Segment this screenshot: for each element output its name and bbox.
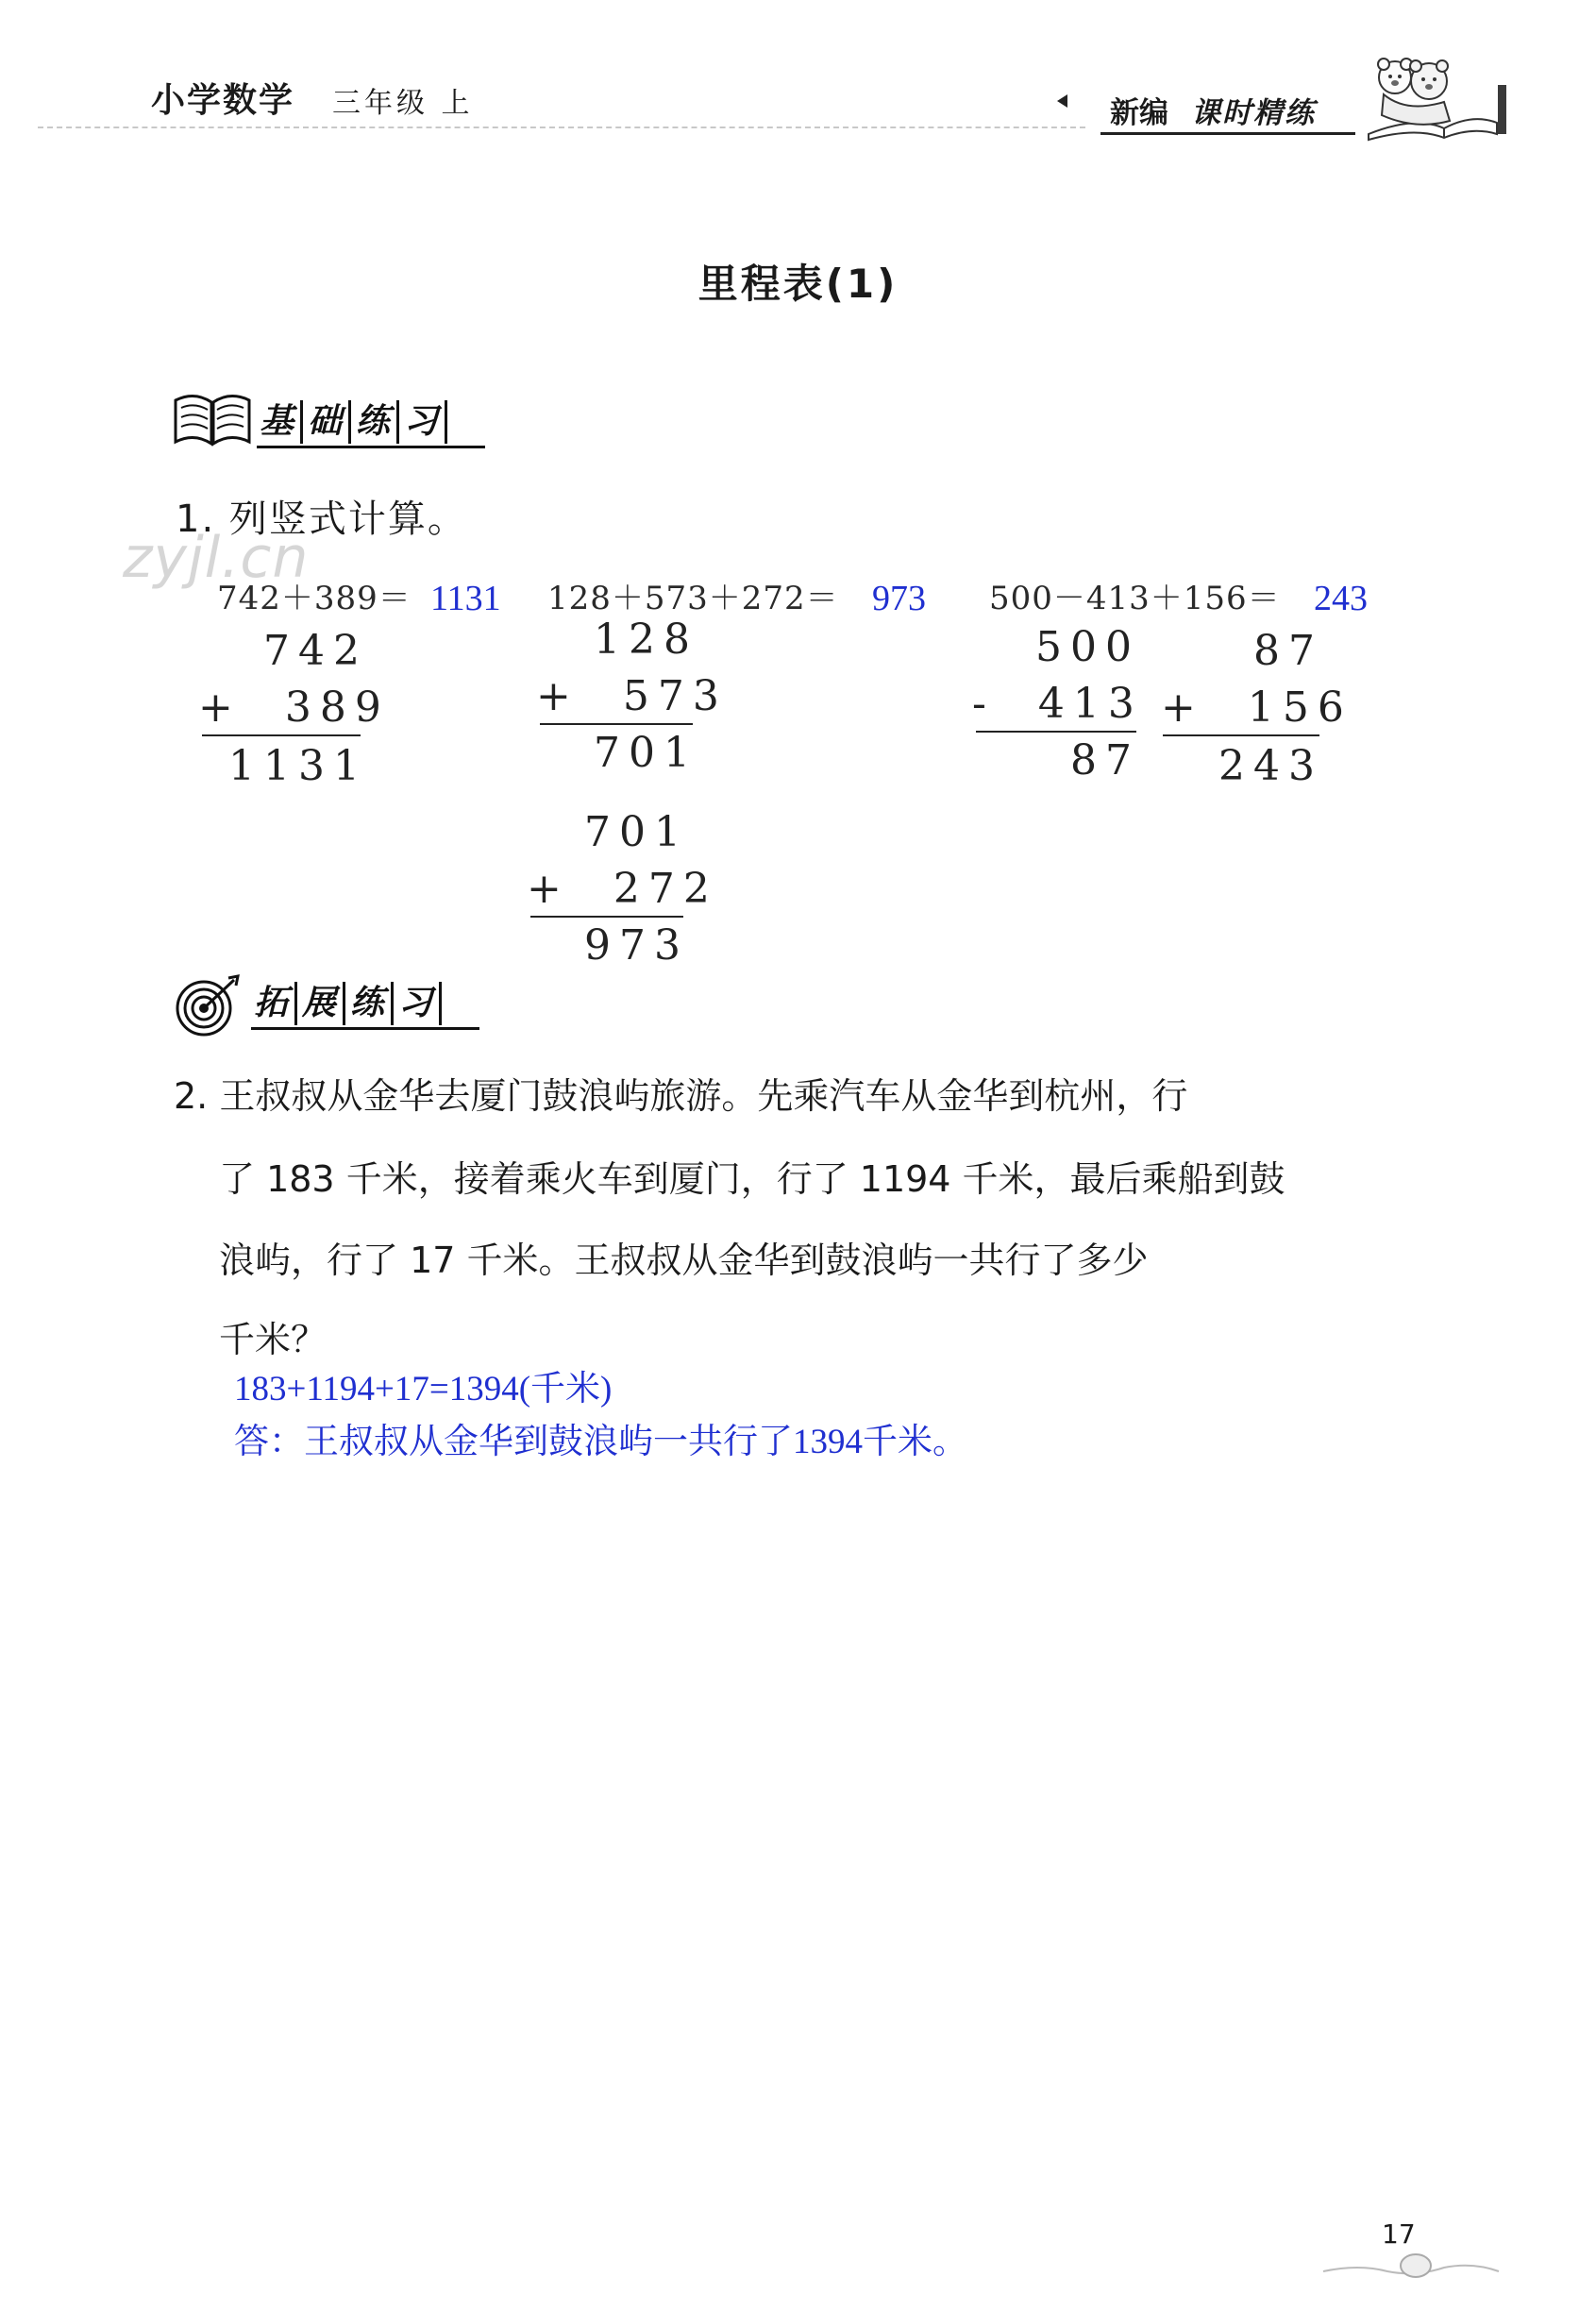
vert-c1-mid: - 413 — [972, 680, 1143, 728]
vert-c2-mid: + 156 — [1161, 683, 1352, 732]
q1-expr-b: 128＋573＋272＝ — [547, 580, 839, 617]
vert-b2-result: 973 — [584, 921, 689, 970]
header-series-prefix: 新编 — [1110, 96, 1168, 130]
watermark: zyjl.cn — [123, 525, 310, 591]
bear-book-mascot-icon — [1359, 47, 1501, 145]
vert-b1-mid: + 573 — [536, 672, 728, 720]
target-icon — [172, 974, 244, 1042]
q1-expr-a: 742＋389＝ — [217, 580, 412, 617]
vert-c1-line — [976, 731, 1136, 733]
q2-line-1: 2. 王叔叔从金华去厦门鼓浪屿旅游。先乘汽车从金华到杭州，行 — [174, 1075, 1188, 1117]
section-extend-label: 拓 展 练 习 — [249, 982, 442, 1025]
header-series-name: 课时精练 — [1191, 96, 1316, 130]
section-extend-underline — [251, 1027, 479, 1030]
vert-b2-line — [530, 916, 683, 918]
footer-flourish-icon — [1321, 2243, 1501, 2285]
vert-b1-line — [540, 723, 693, 725]
header-subject: 小学数学 — [151, 81, 295, 120]
vert-c1-result: 87 — [1070, 736, 1140, 784]
vert-a-line — [202, 734, 361, 736]
q2-line-4: 千米？ — [219, 1319, 328, 1360]
vert-b1-top: 128 — [594, 616, 698, 664]
vert-b2-mid: + 272 — [527, 865, 718, 913]
page-edge-tab — [1498, 85, 1506, 134]
q1-answer-c: 243 — [1314, 579, 1368, 618]
q2-line-2: 了 183 千米，接着乘火车到厦门，行了 1194 千米，最后乘船到鼓 — [219, 1158, 1285, 1200]
header-divider — [38, 127, 1085, 128]
header-grade: 三年级 上 — [332, 87, 474, 120]
q1-prompt: 1. 列竖式计算。 — [176, 498, 467, 541]
vert-c2-line — [1163, 734, 1319, 736]
page-title: 里程表(1) — [697, 261, 899, 307]
vert-a-mid: + 389 — [198, 683, 390, 732]
vert-a-top: 742 — [263, 627, 368, 675]
vert-c2-top: 87 — [1253, 627, 1323, 675]
section-basic-underline — [257, 446, 485, 448]
vert-b2-top: 701 — [584, 808, 689, 856]
page-number: 17 — [1382, 2218, 1416, 2250]
q2-line-3: 浪屿，行了 17 千米。王叔叔从金华到鼓浪屿一共行了多少 — [219, 1240, 1149, 1281]
triangle-left-icon — [1057, 94, 1067, 108]
vert-b1-result: 701 — [594, 729, 698, 777]
section-basic-label: 基 础 练 习 — [255, 400, 447, 444]
q2-answer-sentence: 答：王叔叔从金华到鼓浪屿一共行了1394千米。 — [234, 1423, 967, 1461]
open-book-icon — [172, 387, 253, 453]
q2-answer-equation: 183+1194+17=1394(千米) — [234, 1370, 613, 1409]
q1-answer-b: 973 — [872, 579, 926, 618]
q1-answer-a: 1131 — [430, 579, 501, 618]
vert-c2-result: 243 — [1218, 742, 1323, 790]
q1-expr-c: 500－413＋156＝ — [989, 580, 1281, 617]
vert-a-result: 1131 — [228, 742, 368, 790]
vert-c1-top: 500 — [1035, 623, 1140, 671]
